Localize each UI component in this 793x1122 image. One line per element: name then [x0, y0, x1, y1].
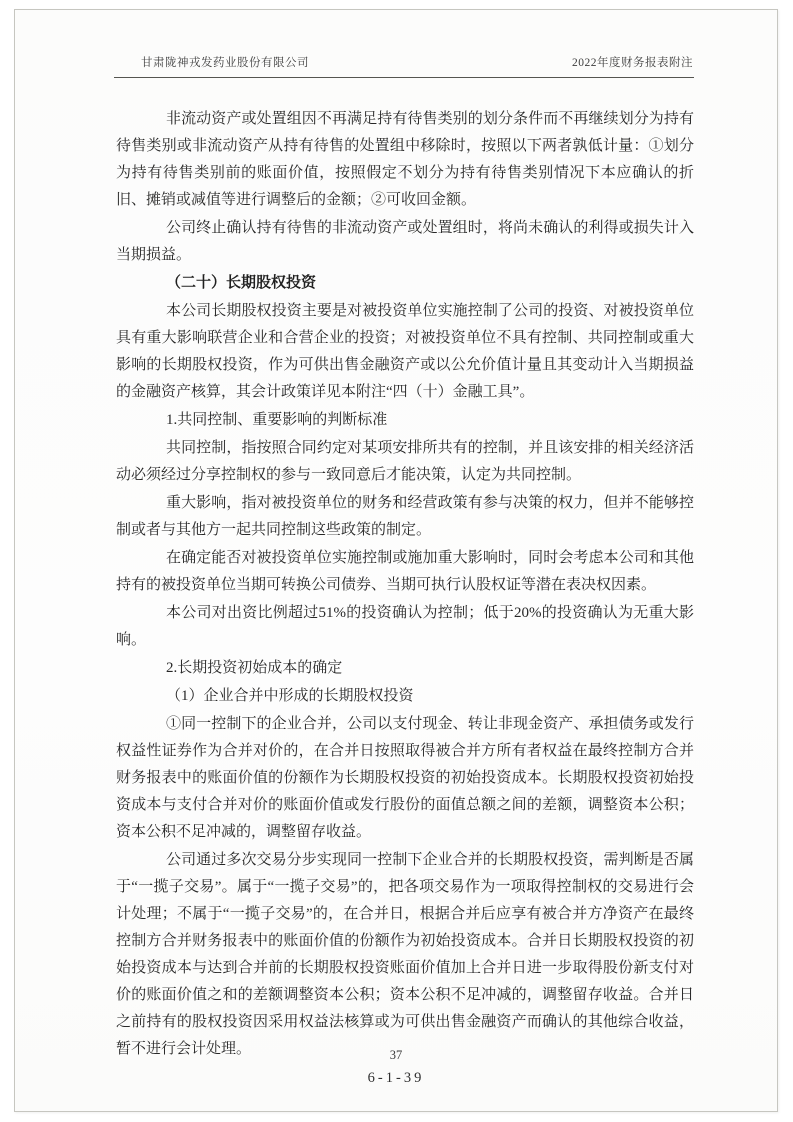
page-header [141, 54, 693, 70]
document-code: 6-1-39 [367, 1070, 425, 1086]
paragraph: 在确定能否对被投资单位实施控制或施加重大影响时，同时会考虑本公司和其他持有的被投资单位当期可转换公司债券、当期可执行认股权证等潜在表决权因素。 [116, 550, 694, 593]
sub-heading: 1.共同控制、重要影响的判断标准 [166, 412, 388, 428]
document-page [14, 9, 778, 1112]
paragraph: 重大影响，指对被投资单位的财务和经营政策有参与决策的权力，但并不能够控制或者与其他方一起共同控制这些政策的制定。 [116, 495, 694, 538]
paragraph: 本公司长期股权投资主要是对被投资单位实施控制了公司的投资、对被投资单位具有重大影响联营企业和合营企业的投资；对被投资单位不具有控制、共同控制或重大影响的长期股权投资，作为可供出售金融资产或以公允价值计量且其变动计入当期损益的金融资产核算，其会计政策详见本附注“四（十）金融工具”。 [116, 303, 694, 400]
sub-heading: 2.长期投资初始成本的确定 [166, 660, 343, 676]
paragraph: 非流动资产或处置组因不再满足持有待售类别的划分条件而不再继续划分为持有待售类别或非流动资产从持有待售的处置组中移除时，按照以下两者孰低计量：①划分为持有待售类别前的账面价值，按照假定不划分为持有待售类别情况下本应确认的折旧、摊销或减值等进行调整后的金额；②可收回金额。 [116, 111, 694, 208]
section-heading: （二十）长期股权投资 [166, 275, 317, 291]
report-title: 2022年度财务报表附注 [572, 57, 693, 69]
company-name: 甘肃陇神戎发药业股份有限公司 [141, 57, 309, 69]
sub-heading: （1）企业合并中形成的长期股权投资 [166, 688, 414, 704]
document-body [116, 106, 694, 1064]
page-number: 37 [389, 1048, 403, 1062]
paragraph: 公司终止确认持有待售的非流动资产或处置组时，将尚未确认的利得或损失计入当期损益。 [116, 220, 694, 263]
paragraph: 本公司对出资比例超过51%的投资确认为控制；低于20%的投资确认为无重大影响。 [116, 605, 694, 648]
paragraph: 公司通过多次交易分步实现同一控制下企业合并的长期股权投资，需判断是否属于“一揽子交易”。属于“一揽子交易”的，把各项交易作为一项取得控制权的交易进行会计处理；不属于“一揽子交易”的，在合并日，根据合并后应享有被合并方净资产在最终控制方合并财务报表中的账面价值的份额作为初始投资成本。合并日长期股权投资的初始投资成本与达到合并前的长期股权投资账面价值加上合并日进一步取得股份新支付对价的账面价值之和的差额调整资本公积；资本公积不足冲减的，调整留存收益。合并日之前持有的股权投资因采用权益法核算或为可供出售金融资产而确认的其他综合收益，暂不进行会计处理。 [116, 852, 694, 1057]
paragraph: 共同控制，指按照合同约定对某项安排所共有的控制，并且该安排的相关经济活动必须经过分享控制权的参与一致同意后才能决策，认定为共同控制。 [116, 440, 694, 483]
paragraph: ①同一控制下的企业合并，公司以支付现金、转让非现金资产、承担债务或发行权益性证券作为合并对价的，在合并日按照取得被合并方所有者权益在最终控制方合并财务报表中的账面价值的份额作为长期股权投资的初始投资成本。长期股权投资初始投资成本与支付合并对价的账面价值或发行股份的面值总额之间的差额，调整资本公积；资本公积不足冲减的，调整留存收益。 [116, 716, 694, 840]
header-divider [114, 77, 694, 78]
